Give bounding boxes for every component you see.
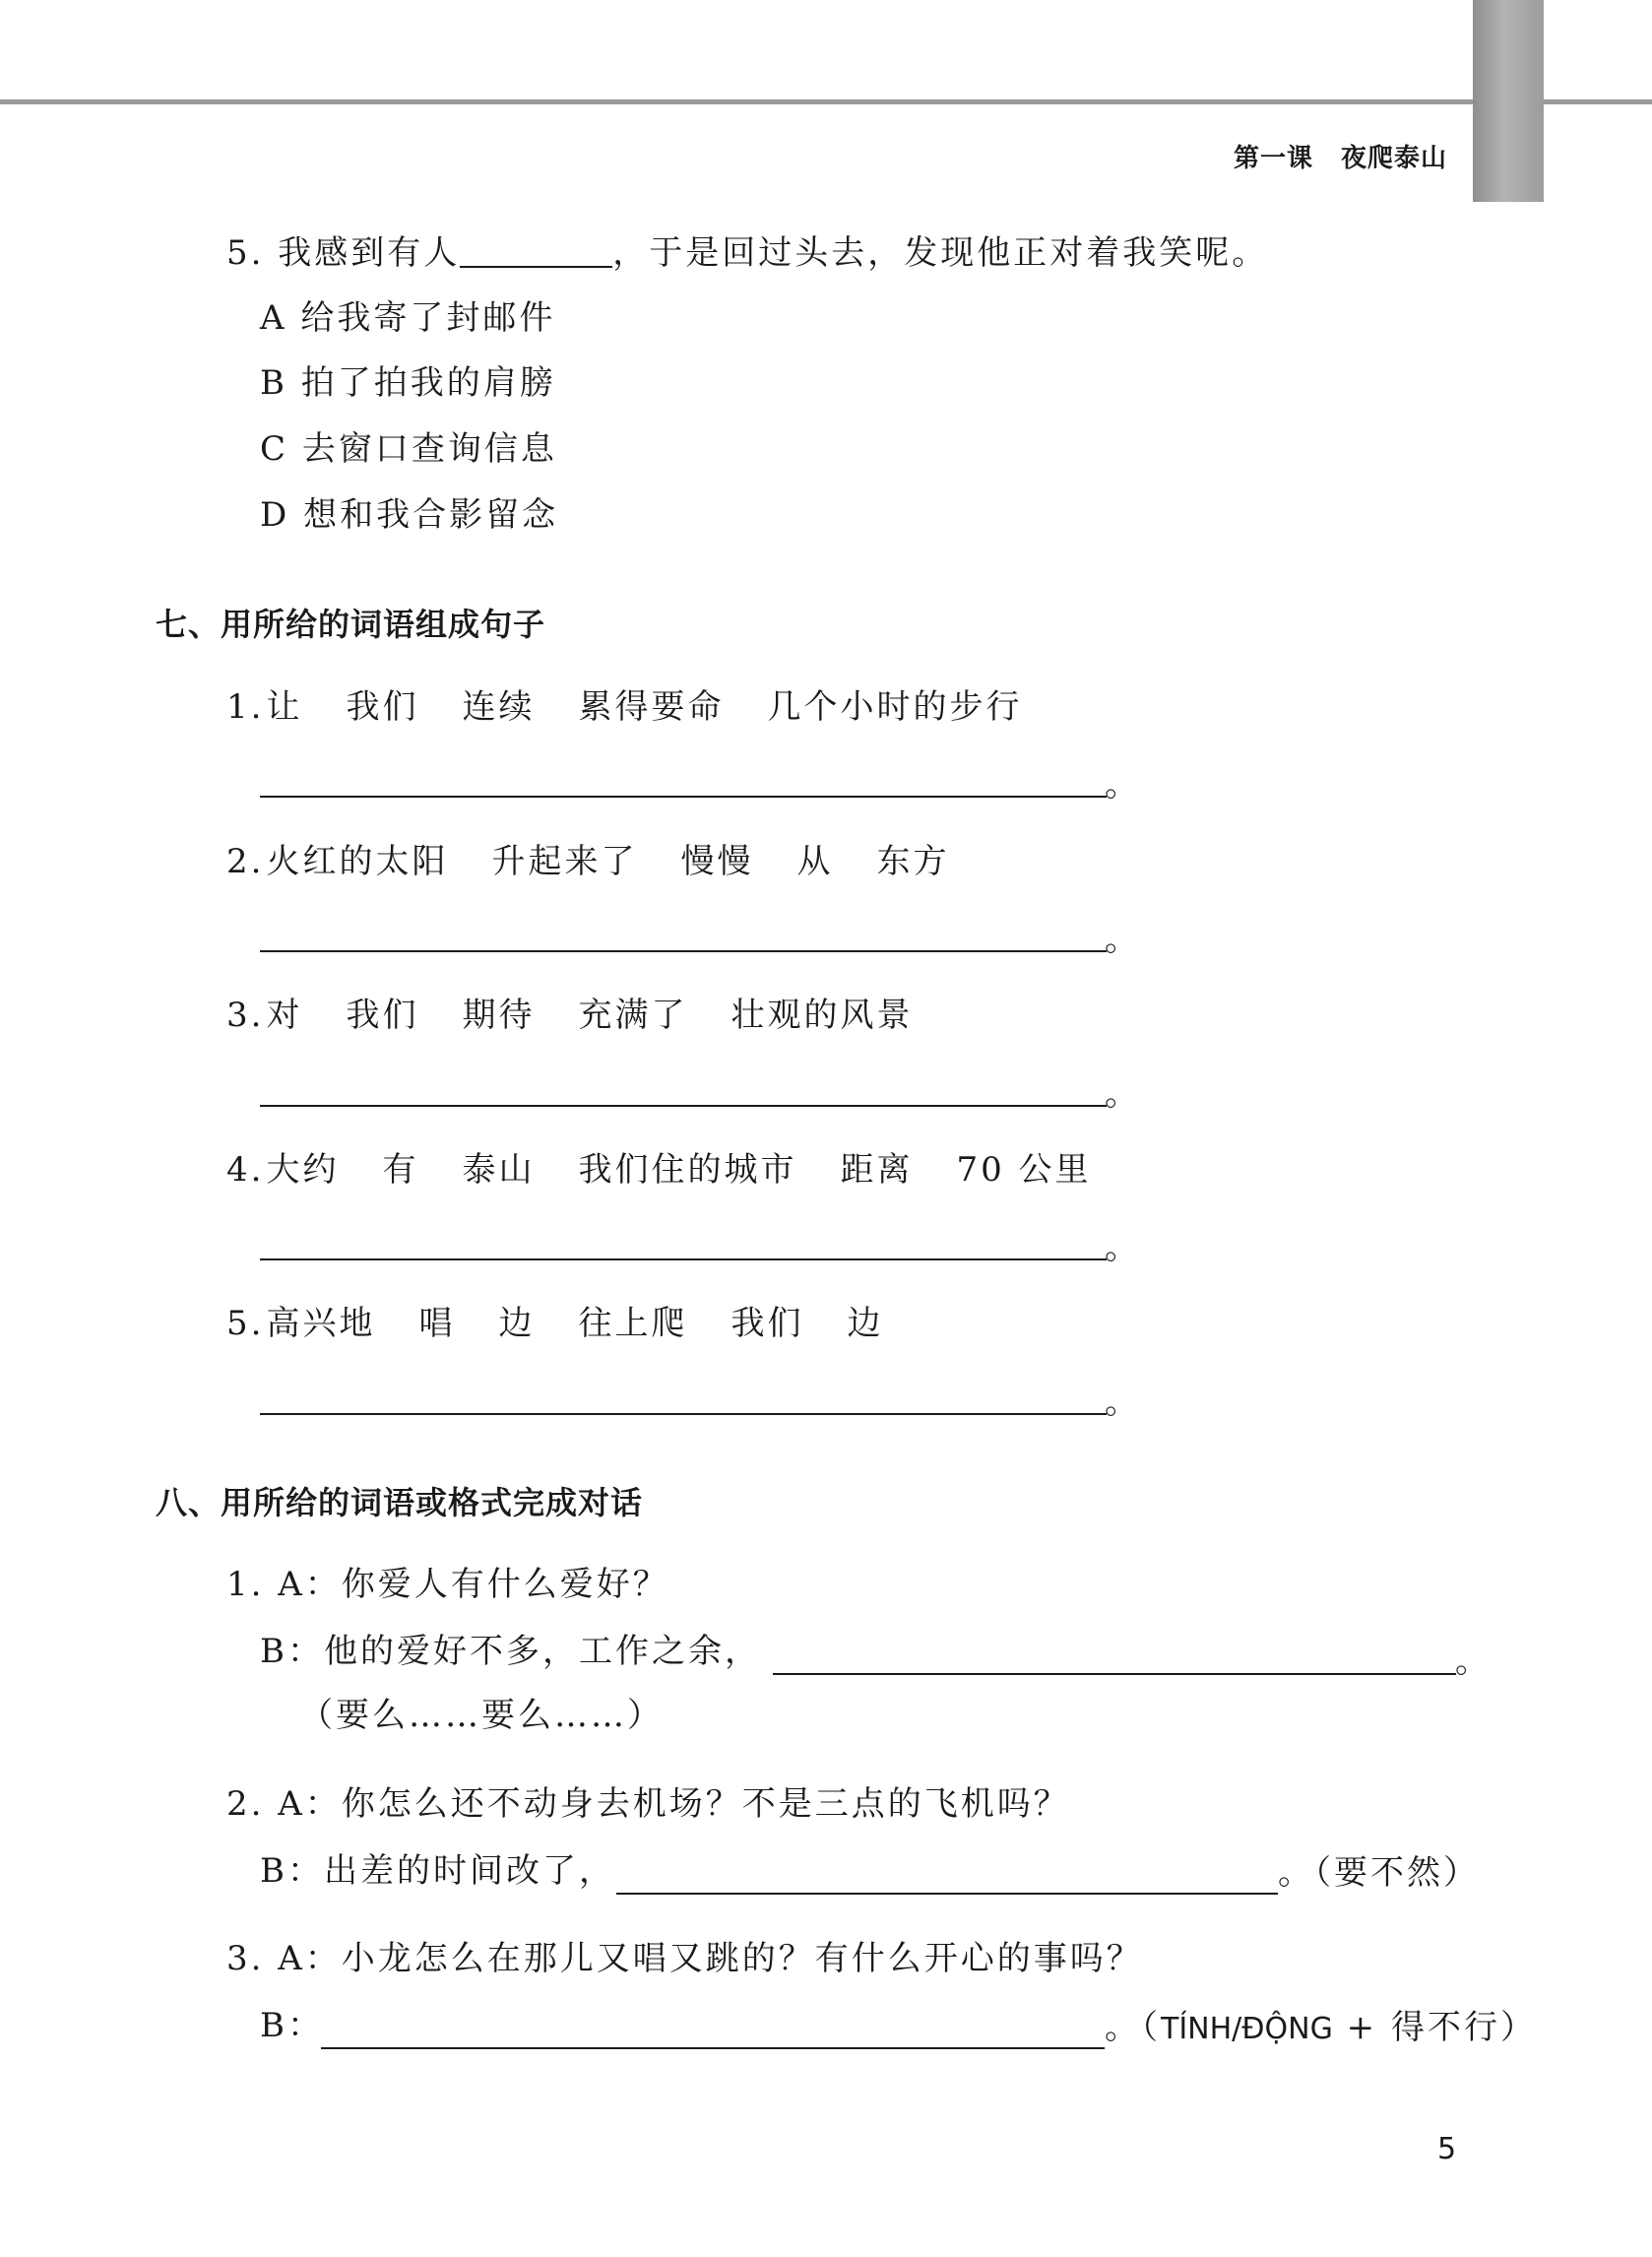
item-number: 3. bbox=[226, 996, 265, 1035]
s7-end-mark-3: 。 bbox=[1105, 1074, 1138, 1114]
s7-answer-line-3[interactable] bbox=[260, 1105, 1107, 1107]
word: 往上爬 bbox=[578, 1304, 688, 1343]
q6-5-stem-before: 5. 我感到有人 bbox=[226, 233, 461, 273]
word: 大约 bbox=[266, 1150, 340, 1190]
word: 泰山 bbox=[462, 1150, 536, 1190]
word: 70 公里 bbox=[956, 1150, 1092, 1190]
word: 几个小时的步行 bbox=[767, 687, 1023, 727]
q6-5-blank[interactable] bbox=[460, 236, 612, 268]
d3-end-open: 。（ bbox=[1105, 2008, 1161, 2047]
q6-5-option-b[interactable]: B 拍了拍我的肩膀 bbox=[260, 363, 556, 403]
q6-5-stem-after: ，于是回过头去，发现他正对着我笑呢。 bbox=[612, 233, 1269, 273]
s7-answer-line-4[interactable] bbox=[260, 1258, 1107, 1260]
s7-end-mark-2: 。 bbox=[1105, 920, 1138, 959]
s7-item-5 bbox=[226, 1304, 884, 1343]
word: 高兴地 bbox=[266, 1304, 376, 1343]
s7-answer-line-5[interactable] bbox=[260, 1413, 1107, 1415]
word: 边 bbox=[498, 1304, 536, 1343]
word: 充满了 bbox=[578, 996, 688, 1035]
word: 我们住的城市 bbox=[578, 1150, 797, 1190]
word: 东方 bbox=[876, 842, 950, 881]
word: 火红的太阳 bbox=[266, 842, 449, 881]
d2-answer-line[interactable] bbox=[616, 1893, 1278, 1895]
s7-item-2 bbox=[226, 842, 950, 881]
chapter-tab bbox=[1473, 0, 1544, 202]
d2-answer-prefix: B：出差的时间改了， bbox=[260, 1851, 615, 1891]
d2-end-hint: 。（要不然） bbox=[1278, 1853, 1480, 1893]
q6-5-option-a[interactable]: A 给我寄了封邮件 bbox=[260, 298, 556, 338]
d1-answer-line[interactable] bbox=[773, 1673, 1456, 1675]
s7-answer-line-2[interactable] bbox=[260, 950, 1107, 952]
s7-answer-line-1[interactable] bbox=[260, 796, 1107, 798]
header-rule bbox=[0, 99, 1652, 104]
word: 对 bbox=[266, 996, 303, 1035]
word: 连续 bbox=[462, 687, 536, 727]
word: 让 bbox=[266, 687, 303, 727]
d3-end-close: + 得不行） bbox=[1332, 2008, 1537, 2047]
s7-item-1 bbox=[226, 687, 1023, 727]
word: 升起来了 bbox=[491, 842, 638, 881]
d1-hint: （要么……要么……） bbox=[299, 1696, 664, 1735]
word: 累得要命 bbox=[578, 687, 725, 727]
word: 唱 bbox=[418, 1304, 456, 1343]
d3-end-hint bbox=[1105, 2008, 1537, 2047]
q6-5-stem bbox=[226, 233, 1269, 273]
word: 慢慢 bbox=[680, 842, 754, 881]
s7-end-mark-1: 。 bbox=[1105, 765, 1138, 805]
d2-question: 2. A：你怎么还不动身去机场？不是三点的飞机吗？ bbox=[226, 1784, 1070, 1824]
d3-answer-prefix: B： bbox=[260, 2006, 324, 2045]
word: 壮观的风景 bbox=[731, 996, 914, 1035]
word: 有 bbox=[382, 1150, 419, 1190]
s7-end-mark-5: 。 bbox=[1105, 1383, 1138, 1422]
s7-item-3 bbox=[226, 996, 914, 1035]
d1-question: 1. A：你爱人有什么爱好？ bbox=[226, 1565, 669, 1604]
q6-5-option-d[interactable]: D 想和我合影留念 bbox=[260, 495, 559, 535]
word: 边 bbox=[847, 1304, 884, 1343]
word: 距离 bbox=[840, 1150, 914, 1190]
d1-answer-prefix: B：他的爱好不多，工作之余， bbox=[260, 1632, 761, 1671]
word: 从 bbox=[796, 842, 834, 881]
s7-item-4 bbox=[226, 1150, 1092, 1190]
word: 我们 bbox=[731, 1304, 804, 1343]
s7-end-mark-4: 。 bbox=[1105, 1228, 1138, 1267]
section8-heading: 八、用所给的词语或格式完成对话 bbox=[156, 1484, 644, 1521]
page-number: 5 bbox=[1437, 2132, 1457, 2166]
word: 我们 bbox=[346, 687, 419, 727]
lesson-label: 第一课 bbox=[1233, 144, 1313, 173]
word: 期待 bbox=[462, 996, 536, 1035]
item-number: 4. bbox=[226, 1150, 265, 1190]
d3-answer-line[interactable] bbox=[321, 2047, 1105, 2049]
d3-grammar-label: TÍNH/ĐỘNG bbox=[1161, 2012, 1333, 2046]
running-head bbox=[985, 138, 1447, 174]
item-number: 5. bbox=[226, 1304, 265, 1343]
item-number: 2. bbox=[226, 842, 265, 881]
d3-question: 3. A：小龙怎么在那儿又唱又跳的？有什么开心的事吗？ bbox=[226, 1939, 1143, 1978]
q6-5-option-c[interactable]: C 去窗口查询信息 bbox=[260, 429, 557, 469]
word: 我们 bbox=[346, 996, 419, 1035]
lesson-title: 夜爬泰山 bbox=[1340, 144, 1447, 173]
d1-end-mark: 。 bbox=[1455, 1642, 1489, 1681]
section7-heading: 七、用所给的词语组成句子 bbox=[156, 606, 546, 643]
item-number: 1. bbox=[226, 687, 265, 727]
